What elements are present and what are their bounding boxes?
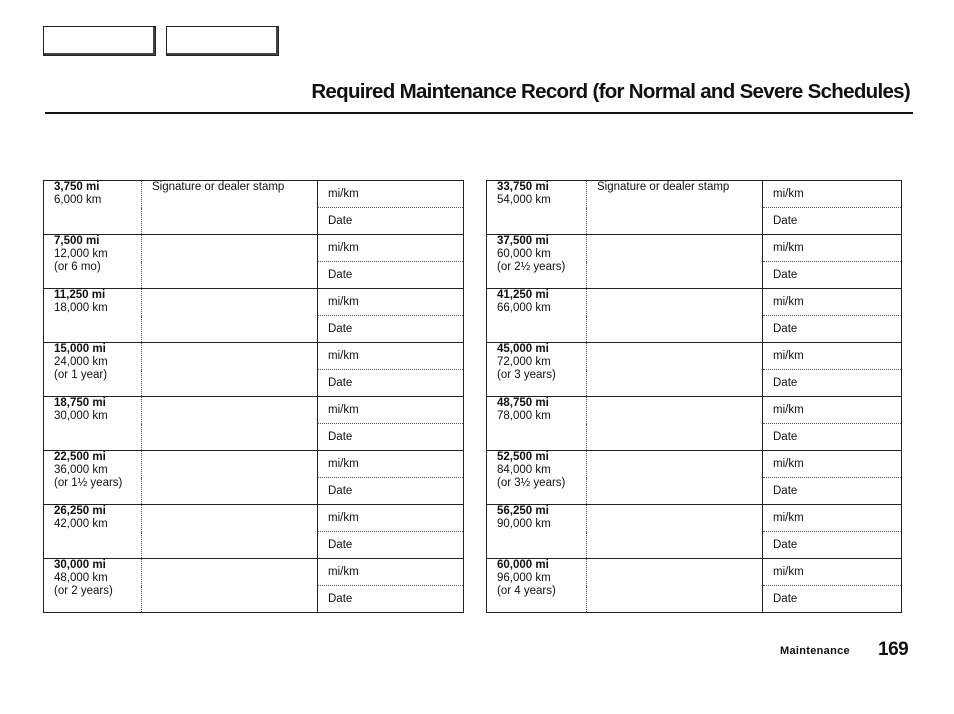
- mileage-label: mi/km: [328, 350, 359, 362]
- mileage-label: mi/km: [773, 242, 804, 254]
- interval-kilometers: 60,000 km: [497, 248, 551, 260]
- interval-miles: 7,500 mi: [54, 235, 100, 247]
- interval-kilometers: 18,000 km: [54, 302, 108, 314]
- date-cell[interactable]: [318, 586, 464, 613]
- date-label: Date: [328, 539, 353, 551]
- interval-kilometers: 24,000 km: [54, 356, 108, 368]
- record-row: [487, 397, 902, 424]
- record-row: [44, 181, 464, 208]
- signature-cell[interactable]: [587, 559, 763, 613]
- mileage-label: mi/km: [328, 404, 359, 416]
- mileage-cell[interactable]: [763, 289, 902, 316]
- date-cell[interactable]: [763, 208, 902, 235]
- interval-kilometers: 78,000 km: [497, 410, 551, 422]
- mileage-label: mi/km: [328, 512, 359, 524]
- interval-cell: [44, 289, 142, 343]
- date-label: Date: [773, 485, 798, 497]
- record-row: [44, 235, 464, 262]
- date-cell[interactable]: [318, 208, 464, 235]
- date-label: Date: [773, 377, 798, 389]
- interval-period: (or 2½ years): [497, 261, 566, 273]
- record-row: [44, 505, 464, 532]
- interval-miles: 15,000 mi: [54, 343, 106, 355]
- date-label: Date: [773, 323, 798, 335]
- interval-cell: [44, 559, 142, 613]
- mileage-label: mi/km: [773, 404, 804, 416]
- record-row: [487, 235, 902, 262]
- mileage-cell[interactable]: [763, 559, 902, 586]
- interval-cell: [487, 397, 587, 451]
- interval-period: (or 6 mo): [54, 261, 101, 273]
- signature-header-label: Signature or dealer stamp: [152, 181, 285, 193]
- interval-miles: 33,750 mi: [497, 181, 549, 193]
- interval-kilometers: 54,000 km: [497, 194, 551, 206]
- date-label: Date: [328, 215, 353, 227]
- signature-cell[interactable]: [142, 397, 318, 451]
- page-title: Required Maintenance Record (for Normal and Severe Schedules): [311, 80, 910, 103]
- date-cell[interactable]: [318, 478, 464, 505]
- mileage-label: mi/km: [773, 458, 804, 470]
- date-cell[interactable]: [763, 586, 902, 613]
- mileage-label: mi/km: [328, 458, 359, 470]
- mileage-cell[interactable]: [318, 397, 464, 424]
- interval-kilometers: 96,000 km: [497, 572, 551, 584]
- interval-kilometers: 42,000 km: [54, 518, 108, 530]
- record-row: [44, 343, 464, 370]
- signature-cell[interactable]: [587, 343, 763, 397]
- record-row: [44, 289, 464, 316]
- interval-miles: 11,250 mi: [54, 289, 106, 301]
- date-cell[interactable]: [318, 424, 464, 451]
- interval-miles: 22,500 mi: [54, 451, 106, 463]
- interval-miles: 26,250 mi: [54, 505, 106, 517]
- interval-cell: [44, 181, 142, 235]
- interval-period: (or 3½ years): [497, 477, 566, 489]
- maintenance-record-table-left: [43, 180, 464, 613]
- mileage-label: mi/km: [773, 512, 804, 524]
- interval-miles: 52,500 mi: [497, 451, 549, 463]
- date-label: Date: [773, 593, 798, 605]
- interval-period: (or 1 year): [54, 369, 108, 381]
- interval-cell: [487, 559, 587, 613]
- mileage-label: mi/km: [773, 566, 804, 578]
- record-row: [487, 559, 902, 586]
- mileage-cell[interactable]: [763, 397, 902, 424]
- mileage-cell[interactable]: [763, 343, 902, 370]
- mileage-cell[interactable]: [318, 289, 464, 316]
- signature-cell[interactable]: [142, 289, 318, 343]
- signature-cell[interactable]: [587, 451, 763, 505]
- date-label: Date: [328, 377, 353, 389]
- date-label: Date: [773, 269, 798, 281]
- mileage-cell[interactable]: [763, 505, 902, 532]
- signature-cell[interactable]: [142, 559, 318, 613]
- record-row: [44, 451, 464, 478]
- interval-miles: 56,250 mi: [497, 505, 549, 517]
- mileage-cell[interactable]: [763, 181, 902, 208]
- signature-cell[interactable]: [142, 235, 318, 289]
- signature-header-label: Signature or dealer stamp: [597, 181, 730, 193]
- interval-cell: [487, 181, 587, 235]
- interval-miles: 45,000 mi: [497, 343, 549, 355]
- interval-miles: 18,750 mi: [54, 397, 106, 409]
- mileage-label: mi/km: [773, 296, 804, 308]
- mileage-cell[interactable]: [763, 235, 902, 262]
- interval-cell: [487, 451, 587, 505]
- interval-kilometers: 30,000 km: [54, 410, 108, 422]
- mileage-label: mi/km: [328, 242, 359, 254]
- interval-kilometers: 66,000 km: [497, 302, 551, 314]
- record-row: [487, 505, 902, 532]
- interval-cell: [44, 451, 142, 505]
- date-label: Date: [328, 593, 353, 605]
- date-cell[interactable]: [763, 424, 902, 451]
- date-cell[interactable]: [318, 262, 464, 289]
- interval-kilometers: 36,000 km: [54, 464, 108, 476]
- interval-cell: [487, 343, 587, 397]
- interval-kilometers: 12,000 km: [54, 248, 108, 260]
- date-cell[interactable]: [763, 370, 902, 397]
- interval-cell: [44, 343, 142, 397]
- mileage-label: mi/km: [328, 566, 359, 578]
- mileage-cell[interactable]: [318, 451, 464, 478]
- date-cell[interactable]: [763, 316, 902, 343]
- interval-cell: [487, 235, 587, 289]
- date-label: Date: [773, 215, 798, 227]
- mileage-label: mi/km: [328, 296, 359, 308]
- date-label: Date: [328, 485, 353, 497]
- interval-kilometers: 84,000 km: [497, 464, 551, 476]
- interval-period: (or 4 years): [497, 585, 556, 597]
- signature-cell[interactable]: [142, 181, 318, 235]
- record-row: [44, 397, 464, 424]
- mileage-cell[interactable]: [763, 451, 902, 478]
- date-label: Date: [773, 431, 798, 443]
- mileage-cell[interactable]: [318, 505, 464, 532]
- interval-kilometers: 90,000 km: [497, 518, 551, 530]
- interval-cell: [44, 397, 142, 451]
- interval-cell: [44, 505, 142, 559]
- date-cell[interactable]: [763, 532, 902, 559]
- date-cell[interactable]: [763, 262, 902, 289]
- interval-period: (or 1½ years): [54, 477, 123, 489]
- title-rule: [45, 112, 913, 114]
- mileage-cell[interactable]: [318, 559, 464, 586]
- mileage-cell[interactable]: [318, 235, 464, 262]
- date-cell[interactable]: [318, 532, 464, 559]
- date-cell[interactable]: [318, 370, 464, 397]
- interval-cell: [44, 235, 142, 289]
- date-label: Date: [328, 323, 353, 335]
- date-cell[interactable]: [763, 478, 902, 505]
- mileage-cell[interactable]: [318, 343, 464, 370]
- maintenance-record-table-right: [486, 180, 902, 613]
- interval-cell: [487, 289, 587, 343]
- signature-cell[interactable]: [587, 289, 763, 343]
- record-row: [44, 559, 464, 586]
- interval-miles: 30,000 mi: [54, 559, 106, 571]
- interval-period: (or 3 years): [497, 369, 556, 381]
- signature-cell[interactable]: [587, 397, 763, 451]
- date-label: Date: [328, 269, 353, 281]
- signature-cell[interactable]: [587, 505, 763, 559]
- signature-cell[interactable]: [142, 451, 318, 505]
- mileage-label: mi/km: [773, 188, 804, 200]
- mileage-cell[interactable]: [318, 181, 464, 208]
- interval-cell: [487, 505, 587, 559]
- record-row: [487, 451, 902, 478]
- interval-miles: 37,500 mi: [497, 235, 549, 247]
- interval-kilometers: 72,000 km: [497, 356, 551, 368]
- interval-miles: 3,750 mi: [54, 181, 100, 193]
- mileage-label: mi/km: [773, 350, 804, 362]
- previous-page-button[interactable]: [43, 26, 156, 56]
- record-row: [487, 181, 902, 208]
- record-row: [487, 289, 902, 316]
- signature-cell[interactable]: [587, 181, 763, 235]
- interval-kilometers: 6,000 km: [54, 194, 102, 206]
- interval-miles: 48,750 mi: [497, 397, 549, 409]
- interval-miles: 41,250 mi: [497, 289, 549, 301]
- footer-section-label: Maintenance: [780, 645, 850, 657]
- record-row: [487, 343, 902, 370]
- interval-miles: 60,000 mi: [497, 559, 549, 571]
- signature-cell[interactable]: [142, 505, 318, 559]
- date-label: Date: [773, 539, 798, 551]
- date-cell[interactable]: [318, 316, 464, 343]
- interval-period: (or 2 years): [54, 585, 113, 597]
- interval-kilometers: 48,000 km: [54, 572, 108, 584]
- mileage-label: mi/km: [328, 188, 359, 200]
- page-number: 169: [878, 639, 909, 660]
- signature-cell[interactable]: [142, 343, 318, 397]
- date-label: Date: [328, 431, 353, 443]
- next-page-button[interactable]: [166, 26, 279, 56]
- signature-cell[interactable]: [587, 235, 763, 289]
